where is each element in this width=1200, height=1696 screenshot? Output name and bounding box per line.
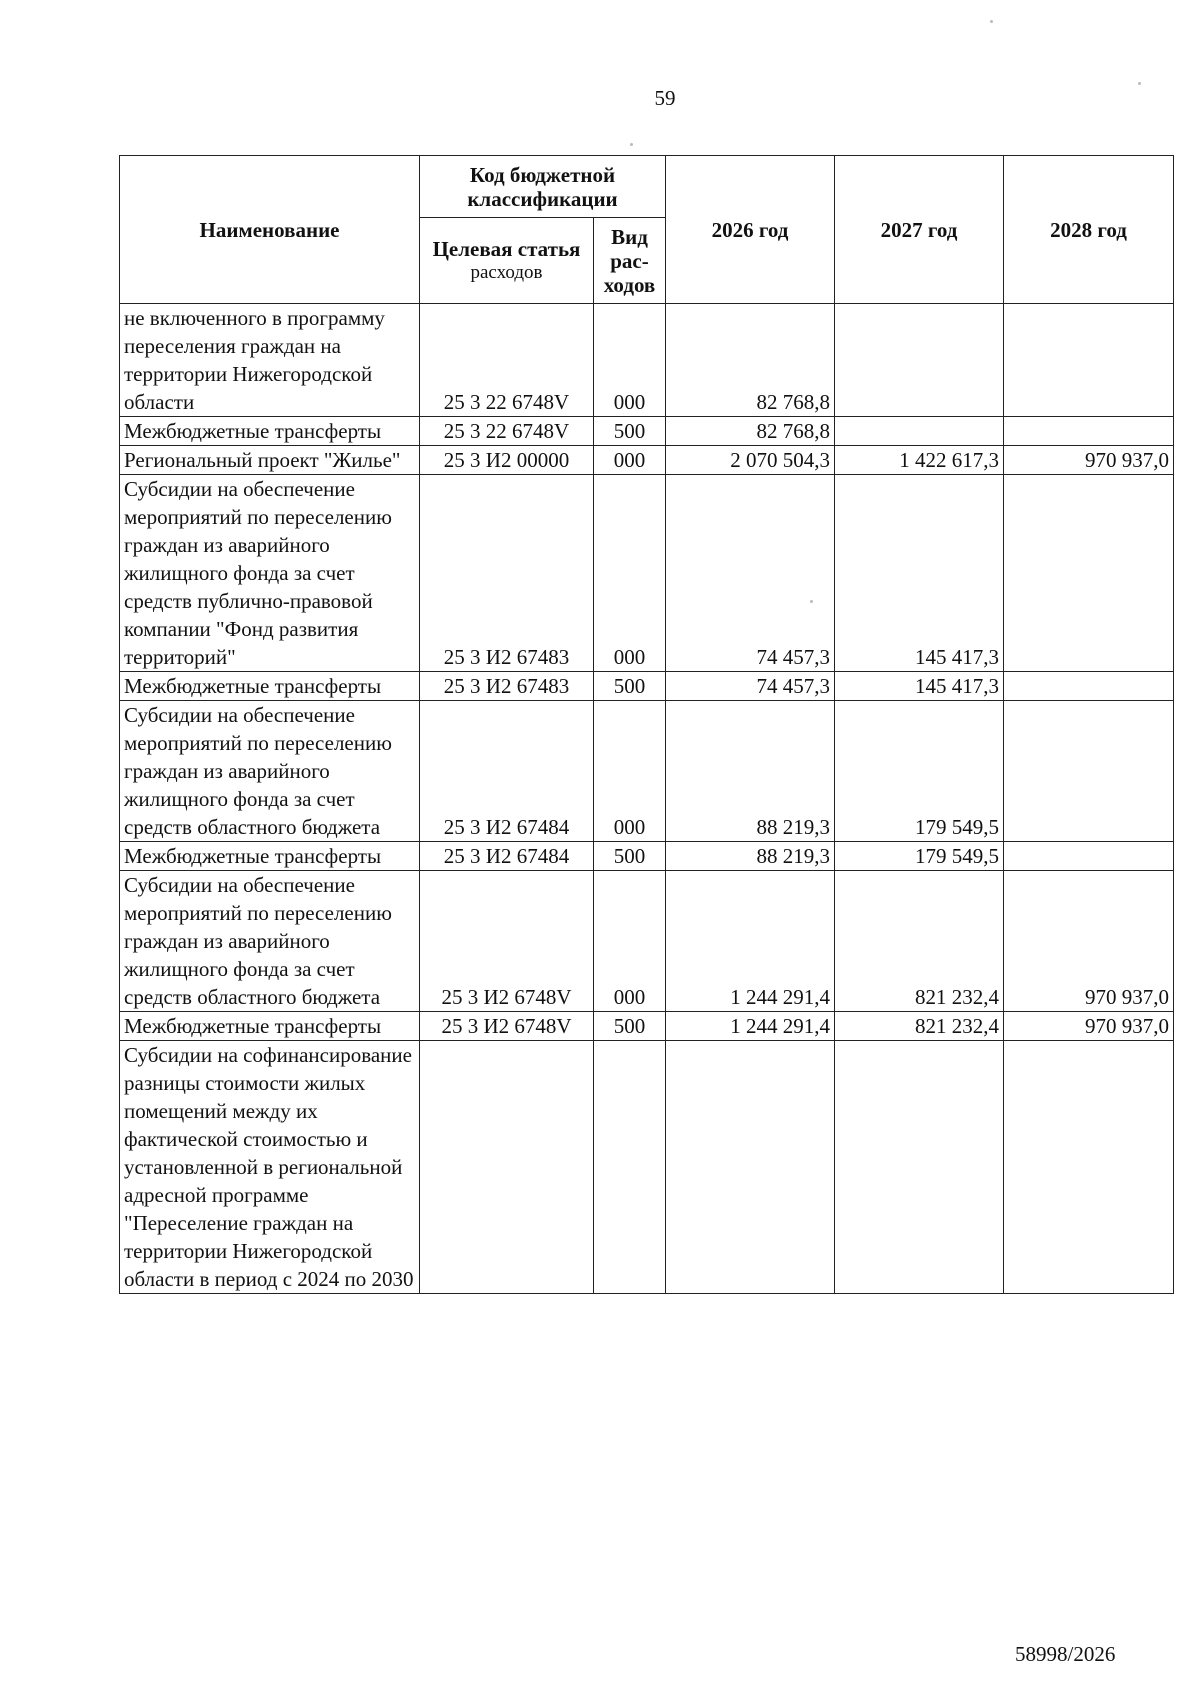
row-name: Межбюджетные трансферты [120, 672, 420, 701]
row-2026: 74 457,3 [666, 475, 835, 672]
header-target-article-line1: Целевая статья [432, 236, 581, 261]
row-name: Межбюджетные трансферты [120, 1012, 420, 1041]
row-2028 [1004, 475, 1174, 672]
row-name: Субсидии на обеспечение мероприятий по переселению граждан из аварийного жилищного фонда за счет средств публично-правовой компании "Фонд развития территорий" [120, 475, 420, 672]
row-2028 [1004, 417, 1174, 446]
row-name: Субсидии на обеспечение мероприятий по переселению граждан из аварийного жилищного фонда за счет средств областного бюджета [120, 701, 420, 842]
table-row [120, 304, 1174, 417]
row-2028 [1004, 304, 1174, 417]
header-kind-line2: рас- [610, 248, 649, 273]
row-name: не включенного в программу переселения граждан на территории Нижегородской области [120, 304, 420, 417]
row-2027: 179 549,5 [835, 842, 1004, 871]
row-2027: 145 417,3 [835, 475, 1004, 672]
row-2027 [835, 1041, 1004, 1294]
row-2028 [1004, 842, 1174, 871]
scan-speck [1138, 82, 1141, 85]
row-kind: 000 [594, 475, 666, 672]
header-code-group: Код бюджетной классификации [420, 156, 666, 218]
budget-table [119, 155, 1174, 1294]
row-2028: 970 937,0 [1004, 1012, 1174, 1041]
row-2027: 821 232,4 [835, 1012, 1004, 1041]
table-row [120, 672, 1174, 701]
row-name: Региональный проект "Жилье" [120, 446, 420, 475]
row-name: Межбюджетные трансферты [120, 417, 420, 446]
row-kind: 000 [594, 871, 666, 1012]
row-2026: 88 219,3 [666, 701, 835, 842]
row-kind: 500 [594, 672, 666, 701]
row-2028 [1004, 701, 1174, 842]
table-row [120, 446, 1174, 475]
table-row [120, 871, 1174, 1012]
header-kind-line3: ходов [603, 272, 656, 297]
row-code: 25 3 22 6748V [420, 417, 594, 446]
row-kind: 500 [594, 842, 666, 871]
row-2027 [835, 304, 1004, 417]
row-kind [594, 1041, 666, 1294]
row-kind: 500 [594, 417, 666, 446]
scan-speck [810, 600, 813, 603]
header-kind-line1: Вид [611, 224, 648, 249]
header-kind [594, 218, 666, 304]
row-code: 25 3 И2 67484 [420, 842, 594, 871]
row-2026 [666, 1041, 835, 1294]
row-code: 25 3 И2 67483 [420, 475, 594, 672]
row-code [420, 1041, 594, 1294]
row-code: 25 3 И2 6748V [420, 1012, 594, 1041]
row-2028 [1004, 672, 1174, 701]
row-2026: 82 768,8 [666, 417, 835, 446]
table-row [120, 701, 1174, 842]
scan-speck [630, 143, 633, 146]
page-number: 59 [654, 86, 676, 110]
row-kind: 000 [594, 701, 666, 842]
row-kind: 500 [594, 1012, 666, 1041]
row-2028: 970 937,0 [1004, 446, 1174, 475]
row-2026: 88 219,3 [666, 842, 835, 871]
row-code: 25 3 И2 67484 [420, 701, 594, 842]
row-kind: 000 [594, 446, 666, 475]
table-row [120, 1041, 1174, 1294]
document-number: 58998/2026 [1015, 1642, 1116, 1666]
row-2027: 179 549,5 [835, 701, 1004, 842]
row-2027 [835, 417, 1004, 446]
row-code: 25 3 И2 6748V [420, 871, 594, 1012]
row-2028 [1004, 1041, 1174, 1294]
header-2026: 2026 год [666, 156, 835, 304]
row-2026: 82 768,8 [666, 304, 835, 417]
row-code: 25 3 И2 00000 [420, 446, 594, 475]
table-row [120, 842, 1174, 871]
row-2027: 145 417,3 [835, 672, 1004, 701]
row-code: 25 3 И2 67483 [420, 672, 594, 701]
header-target-article [420, 218, 594, 304]
header-2027: 2027 год [835, 156, 1004, 304]
row-2026: 74 457,3 [666, 672, 835, 701]
header-name: Наименование [120, 156, 420, 304]
header-2028: 2028 год [1004, 156, 1174, 304]
row-2027: 1 422 617,3 [835, 446, 1004, 475]
row-name: Межбюджетные трансферты [120, 842, 420, 871]
row-name: Субсидии на софинансирование разницы стоимости жилых помещений между их фактической стоимостью и установленной в региональной адресной программе "Переселение граждан на территории Нижегородской области в период с 2024 по 2030 [120, 1041, 420, 1294]
header-target-article-line2: расходов [470, 261, 543, 283]
table-row [120, 1012, 1174, 1041]
row-2026: 1 244 291,4 [666, 1012, 835, 1041]
row-kind: 000 [594, 304, 666, 417]
row-code: 25 3 22 6748V [420, 304, 594, 417]
table-row [120, 417, 1174, 446]
row-2026: 2 070 504,3 [666, 446, 835, 475]
row-2028: 970 937,0 [1004, 871, 1174, 1012]
scan-speck [990, 20, 993, 23]
row-2027: 821 232,4 [835, 871, 1004, 1012]
table-row [120, 475, 1174, 672]
row-2026: 1 244 291,4 [666, 871, 835, 1012]
row-name: Субсидии на обеспечение мероприятий по переселению граждан из аварийного жилищного фонда за счет средств областного бюджета [120, 871, 420, 1012]
